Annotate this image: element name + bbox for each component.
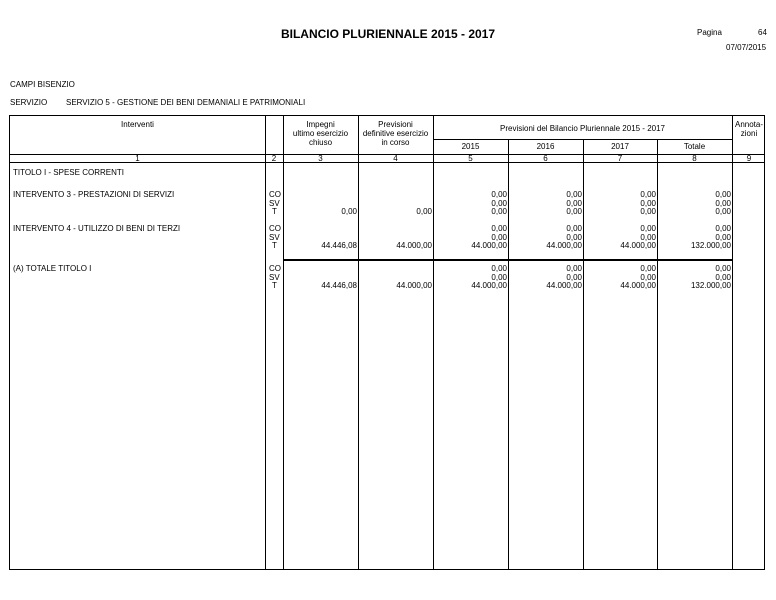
column-number: 7 bbox=[617, 154, 623, 163]
totale-value: 0,00 bbox=[715, 233, 731, 242]
budget-table bbox=[9, 115, 765, 570]
y2016-value: 0,00 bbox=[566, 224, 582, 233]
column-number: 3 bbox=[318, 154, 323, 163]
y2017-value: 0,00 bbox=[640, 224, 656, 233]
page-label: Pagina bbox=[697, 28, 722, 37]
y2015-value: 0,00 bbox=[491, 199, 507, 208]
header-impegni bbox=[283, 120, 358, 147]
column-number: 8 bbox=[692, 154, 697, 163]
y2017-value: 44.000,00 bbox=[620, 281, 656, 290]
totale-value: 0,00 bbox=[715, 224, 731, 233]
col-divider bbox=[265, 116, 266, 569]
y2017-value: 44.000,00 bbox=[620, 241, 656, 250]
totale-value: 0,00 bbox=[715, 264, 731, 273]
y2016-value: 0,00 bbox=[566, 190, 582, 199]
y2015-value: 0,00 bbox=[491, 273, 507, 282]
row-code: CO bbox=[269, 264, 281, 273]
header-annotazioni-line2: zioni bbox=[740, 129, 758, 138]
column-number: 2 bbox=[271, 154, 277, 163]
totale-value: 132.000,00 bbox=[690, 241, 731, 250]
column-number: 1 bbox=[135, 154, 140, 163]
totale-value: 0,00 bbox=[715, 199, 731, 208]
col-divider bbox=[358, 116, 359, 569]
totale-value: 0,00 bbox=[715, 190, 731, 199]
column-number: 6 bbox=[543, 154, 548, 163]
col-divider bbox=[433, 116, 434, 569]
header-2016: 2016 bbox=[536, 142, 555, 151]
servizio-label: SERVIZIO bbox=[10, 98, 48, 107]
y2017-value: 0,00 bbox=[640, 273, 656, 282]
page-number: 64 bbox=[758, 28, 767, 37]
previsioni-value: 44.000,00 bbox=[396, 241, 432, 250]
row-code: SV bbox=[269, 233, 280, 242]
y2016-value: 44.000,00 bbox=[546, 241, 582, 250]
y2016-value: 44.000,00 bbox=[546, 281, 582, 290]
col-divider bbox=[283, 116, 284, 569]
report-date: 07/07/2015 bbox=[726, 43, 767, 52]
titolo-label: TITOLO I - SPESE CORRENTI bbox=[13, 168, 124, 177]
previsioni-value: 44.000,00 bbox=[396, 281, 432, 290]
total-separator bbox=[283, 259, 732, 261]
column-number: 5 bbox=[468, 154, 473, 163]
y2017-value: 0,00 bbox=[640, 233, 656, 242]
y2017-value: 0,00 bbox=[640, 207, 656, 216]
row-code: T bbox=[272, 241, 277, 250]
y2015-value: 44.000,00 bbox=[471, 281, 507, 290]
header-2017: 2017 bbox=[611, 142, 629, 151]
header-annotazioni-line1: Annota- bbox=[734, 120, 764, 129]
row-code: CO bbox=[269, 224, 281, 233]
y2016-value: 0,00 bbox=[566, 264, 582, 273]
y2016-value: 0,00 bbox=[566, 273, 582, 282]
impegni-value: 0,00 bbox=[341, 207, 357, 216]
col-divider bbox=[732, 116, 733, 569]
y2017-value: 0,00 bbox=[640, 199, 656, 208]
column-number: 4 bbox=[393, 154, 398, 163]
y2015-value: 0,00 bbox=[491, 207, 507, 216]
page-title: BILANCIO PLURIENNALE 2015 - 2017 bbox=[280, 27, 496, 41]
header-impegni-line1: Impegni bbox=[306, 120, 335, 129]
column-number: 9 bbox=[746, 154, 752, 163]
header-previsioni-line3: in corso bbox=[381, 138, 410, 147]
row-label: INTERVENTO 3 - PRESTAZIONI DI SERVIZI bbox=[13, 190, 175, 199]
header-pluriennale: Previsioni del Bilancio Pluriennale 2015 - 2017 bbox=[500, 124, 665, 133]
servizio-value: SERVIZIO 5 - GESTIONE DEI BENI DEMANIALI E PATRIMONIALI bbox=[66, 98, 306, 107]
y2015-value: 44.000,00 bbox=[471, 241, 507, 250]
totale-value: 132.000,00 bbox=[690, 281, 731, 290]
y2016-value: 0,00 bbox=[566, 199, 582, 208]
y2015-value: 0,00 bbox=[491, 190, 507, 199]
y2016-value: 0,00 bbox=[566, 207, 582, 216]
row-code: SV bbox=[269, 199, 280, 208]
y2015-value: 0,00 bbox=[491, 264, 507, 273]
row-code: T bbox=[272, 281, 277, 290]
header-2015: 2015 bbox=[461, 142, 480, 151]
header-impegni-line3: chiuso bbox=[308, 138, 333, 147]
y2017-value: 0,00 bbox=[640, 190, 656, 199]
header-previsioni-line2: definitive esercizio bbox=[362, 129, 429, 138]
totale-value: 0,00 bbox=[715, 273, 731, 282]
comune-name: CAMPI BISENZIO bbox=[10, 80, 75, 89]
header-annotazioni bbox=[732, 120, 766, 138]
header-previsioni bbox=[358, 120, 433, 147]
impegni-value: 44.446,08 bbox=[321, 241, 357, 250]
y2015-value: 0,00 bbox=[491, 224, 507, 233]
row-code: CO bbox=[269, 190, 281, 199]
y2016-value: 0,00 bbox=[566, 233, 582, 242]
header-totale: Totale bbox=[683, 142, 706, 151]
header-previsioni-line1: Previsioni bbox=[378, 120, 413, 129]
row-code: T bbox=[272, 207, 277, 216]
y2017-value: 0,00 bbox=[640, 264, 656, 273]
impegni-value: 44.446,08 bbox=[321, 281, 357, 290]
row-divider bbox=[433, 139, 732, 140]
header-interventi: Interventi bbox=[121, 120, 154, 129]
row-label: INTERVENTO 4 - UTILIZZO DI BENI DI TERZI bbox=[13, 224, 181, 233]
row-code: SV bbox=[269, 273, 280, 282]
header-impegni-line2: ultimo esercizio bbox=[292, 129, 349, 138]
row-label: (A) TOTALE TITOLO I bbox=[13, 264, 92, 273]
previsioni-value: 0,00 bbox=[416, 207, 432, 216]
y2015-value: 0,00 bbox=[491, 233, 507, 242]
totale-value: 0,00 bbox=[715, 207, 731, 216]
